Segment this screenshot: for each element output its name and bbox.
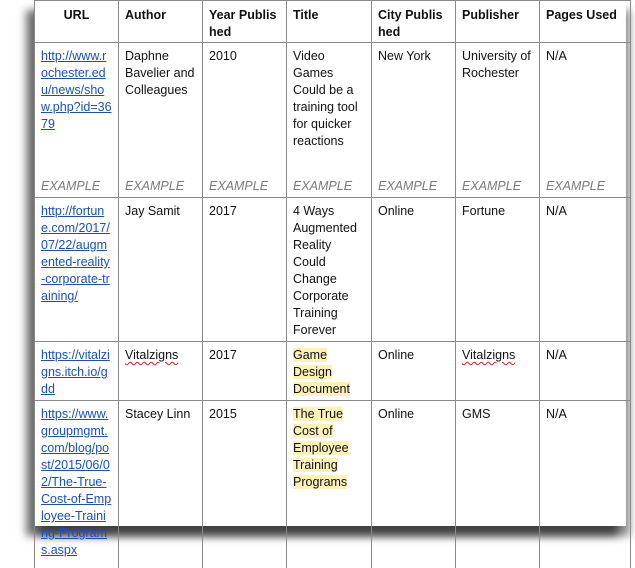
example-label: EXAMPLE	[119, 178, 203, 198]
citation-table	[34, 0, 631, 568]
url-link[interactable]: http://fortune.com/2017/07/22/augmented-reality-corporate-training/	[41, 204, 110, 303]
example-label: EXAMPLE	[540, 178, 631, 198]
table-row	[35, 401, 631, 568]
cell-author	[119, 342, 203, 401]
cell-url	[35, 401, 119, 568]
header-row	[35, 1, 631, 43]
cell-year: 2010	[203, 43, 287, 179]
cell-title	[287, 401, 372, 568]
cell-publisher: Fortune	[456, 198, 540, 342]
cell-pages: N/A	[540, 342, 631, 401]
table-row	[35, 198, 631, 342]
example-label: EXAMPLE	[456, 178, 540, 198]
header-author: Author	[119, 1, 203, 43]
document-page	[34, 0, 626, 526]
cell-author: Jay Samit	[119, 198, 203, 342]
cell-pages: N/A	[540, 198, 631, 342]
cell-publisher: University of Rochester	[456, 43, 540, 179]
header-year: Year Published	[203, 1, 287, 43]
cell-city: Online	[372, 342, 456, 401]
header-title: Title	[287, 1, 372, 43]
cell-year: 2017	[203, 198, 287, 342]
url-link[interactable]: https://www.groupmgmt.com/blog/post/2015/06/02/The-True-Cost-of-Employee-Training-Programs.aspx	[41, 407, 111, 557]
table-row	[35, 342, 631, 401]
cell-city: New York	[372, 43, 456, 179]
cell-title	[287, 342, 372, 401]
cell-author: Stacey Linn	[119, 401, 203, 568]
cell-title: 4 Ways Augmented Reality Could Change Corporate Training Forever	[287, 198, 372, 342]
highlighted-title: The True Cost of Employee Training Programs	[293, 407, 349, 489]
highlighted-title: Game Design Document	[293, 348, 350, 396]
example-row	[35, 178, 631, 198]
cell-author: Daphne Bavelier and Colleagues	[119, 43, 203, 179]
cell-url	[35, 43, 119, 179]
cell-pages: N/A	[540, 401, 631, 568]
header-city: City Published	[372, 1, 456, 43]
example-label: EXAMPLE	[287, 178, 372, 198]
publisher-text: Vitalzigns	[462, 348, 515, 362]
cell-year: 2017	[203, 342, 287, 401]
author-text: Vitalzigns	[125, 348, 178, 362]
cell-url	[35, 198, 119, 342]
example-label: EXAMPLE	[35, 178, 119, 198]
header-pages: Pages Used	[540, 1, 631, 43]
cell-year: 2015	[203, 401, 287, 568]
cell-title: Video Games Could be a training tool for quicker reactions	[287, 43, 372, 179]
url-link[interactable]: http://www.rochester.edu/news/show.php?id=3679	[41, 49, 112, 131]
example-label: EXAMPLE	[372, 178, 456, 198]
cell-publisher: GMS	[456, 401, 540, 568]
table-row	[35, 43, 631, 179]
header-publisher: Publisher	[456, 1, 540, 43]
cell-city: Online	[372, 198, 456, 342]
cell-url	[35, 342, 119, 401]
url-link[interactable]: https://vitalzigns.itch.io/gdd	[41, 348, 110, 396]
example-label: EXAMPLE	[203, 178, 287, 198]
cell-pages: N/A	[540, 43, 631, 179]
cell-city: Online	[372, 401, 456, 568]
header-url: URL	[35, 1, 119, 43]
cell-publisher	[456, 342, 540, 401]
